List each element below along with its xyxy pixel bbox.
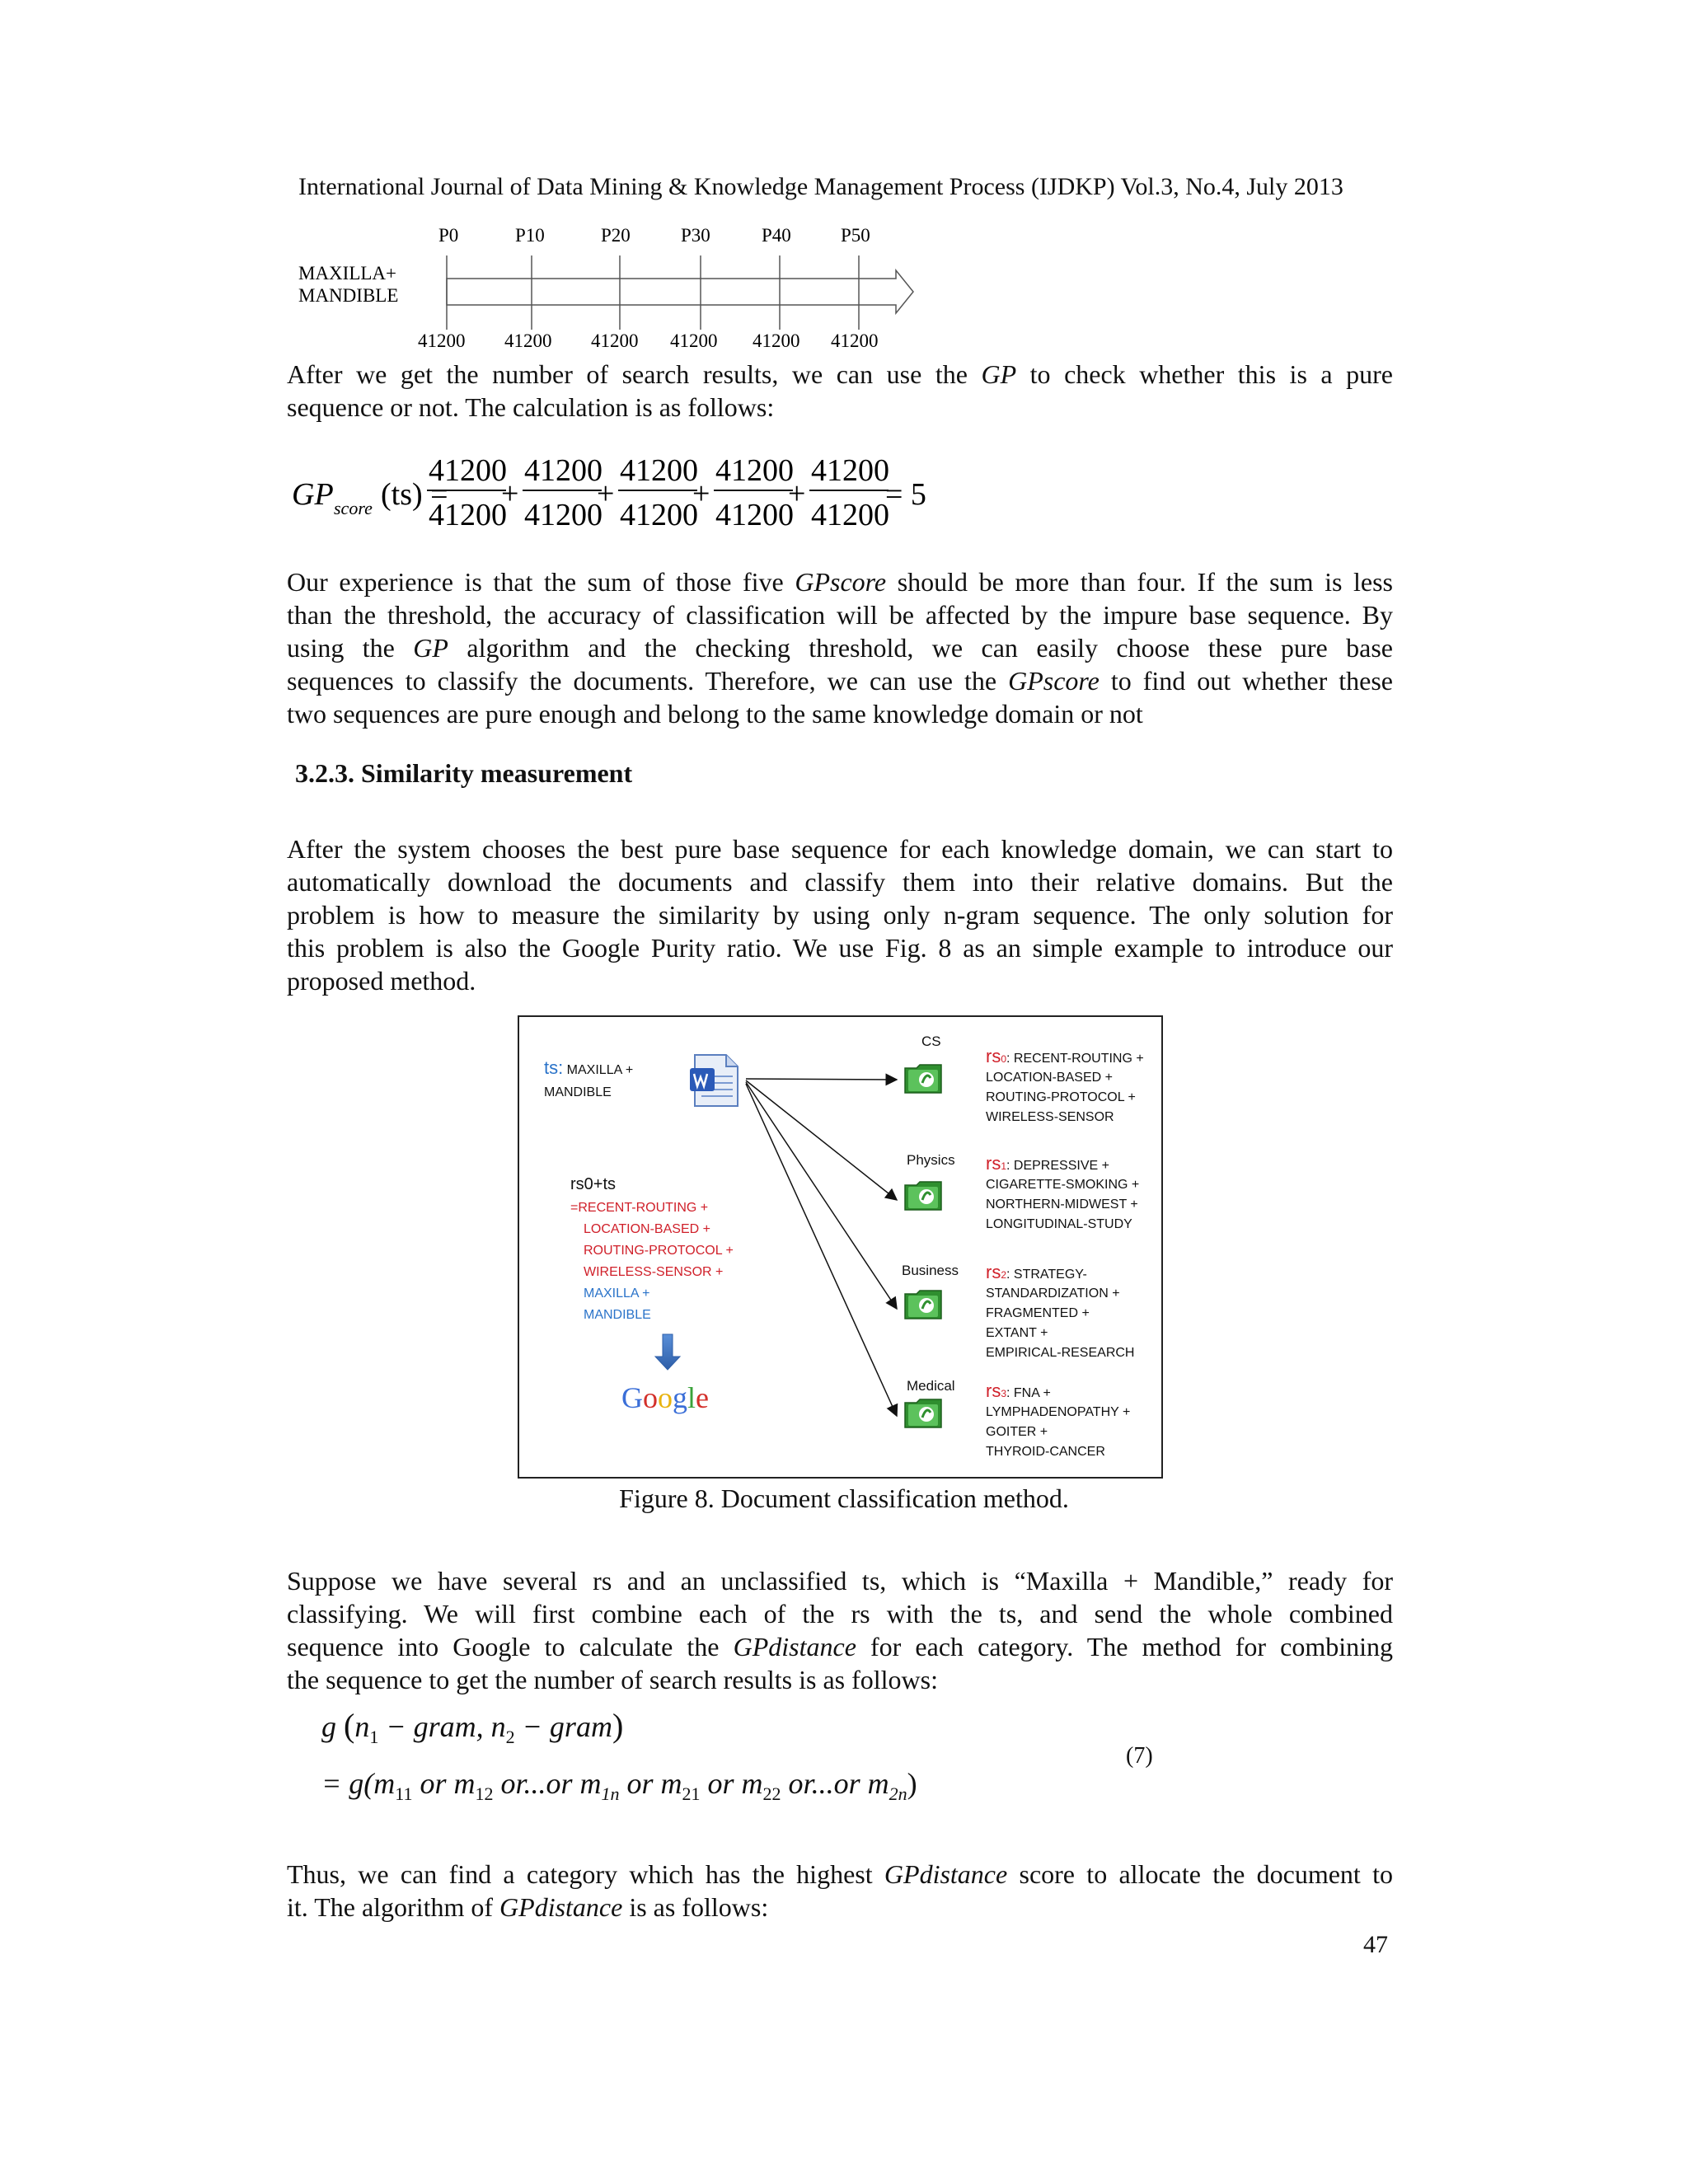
folder-icon [903,1289,943,1320]
combined-term: MAXILLA + [584,1286,650,1301]
fraction-2 [523,453,603,532]
folder-icon [903,1398,943,1429]
timeline-figure [288,223,940,354]
tick-group-p20 [591,225,639,351]
text-line: it. The algorithm of GPdistance is as follows: [287,1892,769,1922]
combined-term: =RECENT-ROUTING + [570,1201,709,1215]
text-line: than the threshold, the accuracy of classification will be affected by the impure base sequence. By [287,600,1393,630]
paragraph-2 [287,565,1393,730]
tick-group-p30 [670,225,718,351]
text-line: using the GP algorithm and the checking threshold, we can easily choose these pure base [287,633,1393,663]
frac-den: 41200 [524,498,603,532]
frac-den: 41200 [429,498,507,532]
category-cs-label: CS [921,1033,941,1049]
equation-7 [321,1706,917,1814]
fraction-3 [618,453,698,532]
category-medical-label: Medical [907,1378,955,1394]
folder-icon [903,1063,943,1094]
fraction-4 [714,453,794,532]
category-business-label: Business [902,1263,959,1278]
frac-num: 41200 [524,453,603,488]
page-number: 47 [1363,1931,1388,1958]
combined-sequence-title: rs0+ts [570,1175,617,1193]
arrow-to-cs [746,1079,897,1080]
tick-group-p40 [753,225,800,351]
frac-num: 41200 [429,453,507,488]
combined-term: WIRELESS-SENSOR + [584,1265,724,1279]
text-line: Our experience is that the sum of those five GPscore should be more than four. If the sum is less [287,567,1394,597]
rs-term: LYMPHADENOPATHY + [986,1405,1131,1419]
paragraph-3 [287,832,1393,997]
eq-lhs-sub: score [334,498,373,518]
section-heading: 3.2.3. Similarity measurement [295,758,633,788]
tick-label: P20 [601,225,631,246]
tick-group-p10 [504,225,552,351]
text-line: problem is how to measure the similarity by using only n-gram sequence. The only solution for [287,900,1393,930]
paragraph-1 [287,358,1393,424]
rs-term: LONGITUDINAL-STUDY [986,1217,1132,1231]
frac-num: 41200 [715,453,794,488]
eq-lhs-arg: (ts) = [381,477,448,512]
rs-term: ROUTING-PROTOCOL + [986,1090,1136,1104]
rs-term: LOCATION-BASED + [986,1071,1113,1085]
tick-label: P10 [515,225,545,246]
text-line: the sequence to get the number of search results is as follows: [287,1665,938,1694]
text-line: two sequences are pure enough and belong to the same knowledge domain or not [287,699,1143,729]
tick-value: 41200 [591,330,639,351]
text-line: sequence or not. The calculation is as follows: [287,392,775,422]
tick-group-p0 [418,225,466,351]
eq7-line-1: g ($n_1$ − gram, $n_2$ − gram) [321,1707,624,1748]
paragraph-5 [287,1858,1393,1924]
frac-num: 41200 [620,453,698,488]
rs-term: THYROID-CANCER [986,1445,1105,1459]
tick-label: P50 [841,225,870,246]
tick-value: 41200 [670,330,718,351]
rs-term: GOITER + [986,1425,1048,1439]
tick-value: 41200 [831,330,879,351]
text-line: automatically download the documents and classify them into their relative domains. But the [287,867,1393,897]
rs-term: STANDARDIZATION + [986,1286,1120,1301]
timeline-row-label: MAXILLA+ [298,263,397,284]
category-physics-label: Physics [907,1152,955,1168]
fraction-5 [809,453,889,532]
frac-den: 41200 [811,498,889,532]
text-line: classifying. We will first combine each of the rs with the ts, and send the whole combined [287,1599,1393,1629]
plus-sign: + [597,476,615,511]
figure-caption: Figure 8. Document classification method. [619,1483,1069,1513]
figure-8 [518,1015,1163,1479]
down-arrow-icon [655,1334,680,1370]
timeline-row-label: MANDIBLE [298,285,399,306]
eq-lhs-base: GP [292,477,334,512]
rs-term: CIGARETTE-SMOKING + [986,1178,1140,1192]
text-line: After the system chooses the best pure base sequence for each knowledge domain, we can start to [287,834,1393,864]
equation-number: (7) [1126,1743,1153,1769]
rs-term: NORTHERN-MIDWEST + [986,1197,1138,1212]
arrow-to-physics [746,1080,897,1200]
rs-term: EMPIRICAL-RESEARCH [986,1346,1135,1360]
tick-group-p50 [831,225,879,351]
combined-term: LOCATION-BASED + [584,1222,710,1236]
text-line: Suppose we have several rs and an unclassified ts, which is “Maxilla + Mandible,” ready for [287,1566,1393,1596]
frac-num: 41200 [811,453,889,488]
timeline-arrow [447,270,913,313]
rs-definition-cs: rs0: RECENT-ROUTING + [986,1046,1144,1066]
combined-term: ROUTING-PROTOCOL + [584,1244,734,1258]
google-logo: Google [621,1381,709,1414]
eq-result: = 5 [885,477,926,512]
rs-term: FRAGMENTED + [986,1306,1090,1320]
text-line: Thus, we can find a category which has the highest GPdistance score to allocate the document to [287,1859,1393,1889]
plus-sign: + [501,476,519,511]
arrow-to-business [746,1082,897,1309]
plus-sign: + [788,476,806,511]
combined-term: MANDIBLE [584,1308,651,1322]
tick-label: P40 [762,225,791,246]
rs-definition-medical: rs3: FNA + [986,1380,1051,1401]
rs-term: WIRELESS-SENSOR [986,1110,1114,1124]
tick-value: 41200 [504,330,552,351]
arrow-to-medical [746,1084,897,1416]
tick-value: 41200 [418,330,466,351]
rs-definition-business: rs2: STRATEGY- [986,1262,1087,1282]
ts-label-line-2: MANDIBLE [544,1085,612,1099]
frac-den: 41200 [715,498,794,532]
frac-den: 41200 [620,498,698,532]
journal-header: International Journal of Data Mining & Knowledge Management Process (IJDKP) Vol.3, No.4, July 2013 [298,173,1343,200]
text-line: sequences to classify the documents. Therefore, we can use the GPscore to find out whether these [287,666,1394,696]
ts-label: ts: MAXILLA + [544,1057,634,1078]
gpscore-equation [290,449,933,540]
rs-term: EXTANT + [986,1326,1048,1340]
tick-label: P30 [681,225,710,246]
eq7-line-2: = $g(m_{11}$ or $m_{12}$ or...or $m_{1n}$ or $m_{21}$ or $m_{22}$ or...or $m_{2n}$) [321,1767,917,1805]
word-document-icon [688,1052,743,1109]
tick-value: 41200 [753,330,800,351]
tick-label: P0 [438,225,459,246]
paragraph-4 [287,1564,1393,1696]
folder-icon [903,1180,943,1212]
text-line: proposed method. [287,966,476,996]
text-line: this problem is also the Google Purity ratio. We use Fig. 8 as an simple example to introduce our [287,933,1393,963]
text-line: After we get the number of search results, we can use the GP to check whether this is a pure [287,359,1394,389]
text-line: sequence into Google to calculate the GPdistance for each category. The method for combining [287,1632,1394,1661]
rs-definition-physics: rs1: DEPRESSIVE + [986,1153,1109,1174]
plus-sign: + [692,476,710,511]
